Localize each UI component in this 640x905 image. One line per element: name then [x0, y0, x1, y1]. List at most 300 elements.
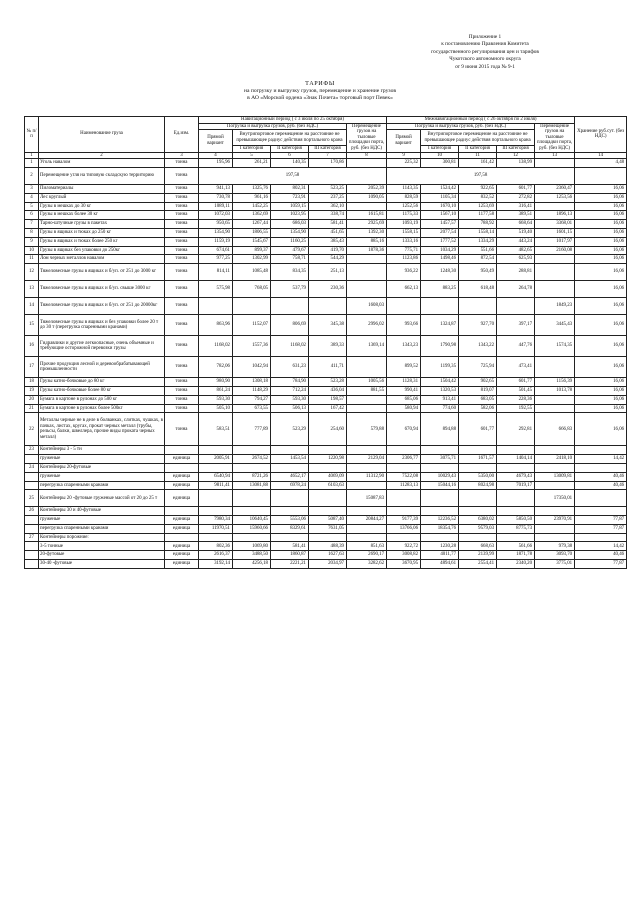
row-value — [421, 446, 459, 455]
row-value: 140,35 — [271, 159, 309, 168]
header-loading: Погрузка и выгрузка грузов, руб. (без НДС) — [387, 123, 535, 130]
row-value: 225,32 — [387, 159, 421, 168]
row-storage: 16,06 — [575, 378, 627, 387]
header-direct: Прямой вариант — [387, 130, 421, 152]
row-value: 819,07 — [459, 386, 497, 395]
table-row — [25, 211, 627, 220]
row-value: 3093,70 — [535, 551, 575, 560]
row-unit: тонна — [165, 220, 199, 229]
row-value: 601,77 — [497, 378, 535, 387]
row-value — [421, 490, 459, 507]
row-value: 519,40 — [497, 228, 535, 237]
row-number: 17 — [25, 357, 39, 378]
row-value: 730,78 — [199, 193, 233, 202]
row-cargo-name: груженые — [39, 472, 165, 481]
row-value — [535, 159, 575, 168]
row-value: 2221,21 — [271, 560, 309, 569]
row-value — [199, 463, 233, 472]
row-value — [271, 507, 309, 516]
row-value — [309, 533, 347, 542]
table-row — [25, 395, 627, 404]
row-value: 288,81 — [497, 264, 535, 281]
row-cargo-name: Контейнеры 3 - 5 тн — [39, 446, 165, 455]
row-value: 1860,87 — [271, 551, 309, 560]
row-value: 883,25 — [421, 281, 459, 298]
row-value: 1557,36 — [233, 336, 271, 357]
row-value: 264,78 — [497, 281, 535, 298]
row-unit: единица — [165, 551, 199, 560]
row-value: 979,38 — [535, 542, 575, 551]
header-period1: Навигационный период ( с 3 июля по 25 октября) — [199, 117, 387, 124]
row-value: 1253,69 — [459, 202, 497, 211]
header-cat3: III категория — [497, 145, 535, 152]
row-number: 21 — [25, 404, 39, 413]
row-value: 788,92 — [459, 220, 497, 229]
row-value: 1369,14 — [347, 336, 387, 357]
table-row — [25, 228, 627, 237]
header-cat1: I категория — [421, 145, 459, 152]
row-storage: 40,46 — [575, 481, 627, 490]
row-storage — [575, 507, 627, 516]
column-number: 14 — [575, 152, 627, 159]
row-unit: тонна — [165, 184, 199, 193]
table-row — [25, 193, 627, 202]
row-cargo-name: Грузы в мешках до 30 кг — [39, 202, 165, 211]
row-value: 1069,80 — [233, 542, 271, 551]
row-merged-value: 197,58 — [199, 167, 387, 184]
row-value: 537,79 — [271, 281, 309, 298]
row-value — [459, 490, 497, 507]
header-name: Наименование груза — [39, 117, 165, 153]
row-value: 501,45 — [497, 386, 535, 395]
row-value: 1220,98 — [309, 455, 347, 464]
row-storage: 16,06 — [575, 264, 627, 281]
row-value: 345,38 — [309, 315, 347, 336]
row-value — [347, 255, 387, 264]
row-value: 4011,77 — [421, 551, 459, 560]
row-value — [233, 298, 271, 315]
row-value: 10029,43 — [421, 472, 459, 481]
row-value — [233, 490, 271, 507]
row-value — [535, 255, 575, 264]
column-number: 9 — [387, 152, 421, 159]
row-value: 775,71 — [387, 246, 421, 255]
row-unit: тонна — [165, 255, 199, 264]
row-value: 1160,25 — [271, 237, 309, 246]
row-storage — [575, 446, 627, 455]
table-row — [25, 336, 627, 357]
row-value: 17350,01 — [535, 490, 575, 507]
row-value: 5553,06 — [271, 516, 309, 525]
table-row — [25, 533, 627, 542]
row-value — [535, 463, 575, 472]
title-line: на погрузку и выгрузку грузов, перемещение и хранение грузов — [243, 87, 397, 94]
row-value: 1354,90 — [271, 228, 309, 237]
row-number — [25, 455, 39, 464]
row-unit: тонна — [165, 336, 199, 357]
row-value: 237,25 — [309, 193, 347, 202]
row-value: 1267,44 — [233, 220, 271, 229]
row-value — [199, 507, 233, 516]
column-number: 6 — [271, 152, 309, 159]
row-number: 18 — [25, 378, 39, 387]
row-storage: 16,06 — [575, 193, 627, 202]
column-number: 13 — [535, 152, 575, 159]
row-value: 1567,10 — [421, 211, 459, 220]
row-value: 1034,29 — [421, 246, 459, 255]
row-cargo-name: Тяжеловесные грузы в ящиках и б/уп. от 251 до 3000 кг — [39, 264, 165, 281]
row-storage: 40,46 — [575, 472, 627, 481]
row-value: 1504,42 — [421, 378, 459, 387]
table-row — [25, 386, 627, 395]
appendix-line: от 9 июня 2015 года № 9-1 — [455, 63, 515, 70]
row-value — [199, 533, 233, 542]
row-value: 1005,56 — [347, 378, 387, 387]
row-value: 980,90 — [199, 378, 233, 387]
row-storage: 16,06 — [575, 395, 627, 404]
row-cargo-name: груженые — [39, 516, 165, 525]
row-value: 977,25 — [199, 255, 233, 264]
table-row — [25, 507, 627, 516]
appendix-line: государственного регулирования цен и тарифов — [431, 48, 539, 55]
row-value: 192,55 — [497, 404, 535, 413]
row-value: 389,33 — [309, 336, 347, 357]
row-value: 581,41 — [271, 542, 309, 551]
row-value: 580,94 — [387, 404, 421, 413]
row-value: 894,88 — [421, 413, 459, 446]
row-value: 230,36 — [309, 281, 347, 298]
row-value — [535, 281, 575, 298]
row-number — [25, 516, 39, 525]
row-value: 1362,69 — [233, 211, 271, 220]
row-unit: единица — [165, 472, 199, 481]
row-value: 2139,99 — [459, 551, 497, 560]
row-value: 834,35 — [271, 264, 309, 281]
row-value: 1601,15 — [535, 228, 575, 237]
row-value: 1230,28 — [421, 542, 459, 551]
row-value: 1790,98 — [421, 336, 459, 357]
row-value: 1558,14 — [459, 228, 497, 237]
row-value — [347, 463, 387, 472]
row-value: 443,24 — [497, 237, 535, 246]
row-value: 5850,50 — [497, 516, 535, 525]
row-value — [233, 463, 271, 472]
row-number: 15 — [25, 315, 39, 336]
row-value: 758,71 — [271, 255, 309, 264]
table-row — [25, 255, 627, 264]
row-cargo-name: перегрузка спаренными кранами — [39, 524, 165, 533]
row-value: 782,06 — [199, 357, 233, 378]
row-value: 436,04 — [309, 386, 347, 395]
row-cargo-name: 30-40 -футовые — [39, 560, 165, 569]
row-value: 1042,94 — [233, 357, 271, 378]
row-unit: тонна — [165, 237, 199, 246]
row-value: 482,65 — [497, 246, 535, 255]
row-unit: тонна — [165, 404, 199, 413]
row-value: 385,43 — [309, 237, 347, 246]
row-storage — [575, 490, 627, 507]
column-number: 8 — [347, 152, 387, 159]
row-value — [271, 298, 309, 315]
row-value: 170,86 — [309, 159, 347, 168]
row-value: 551,66 — [459, 246, 497, 255]
header-cat2: II категория — [271, 145, 309, 152]
row-value: 1457,57 — [421, 220, 459, 229]
row-value — [459, 533, 497, 542]
row-value: 5087,40 — [309, 516, 347, 525]
row-value: 674,61 — [199, 246, 233, 255]
row-number: 3 — [25, 184, 39, 193]
row-value: 2360,47 — [535, 184, 575, 193]
header-storage: Хранение руб.сут. (без НДС) — [575, 117, 627, 153]
row-value: 1849,23 — [535, 298, 575, 315]
table-row — [25, 455, 627, 464]
row-value — [497, 533, 535, 542]
row-value: 1308,18 — [233, 378, 271, 387]
row-value: 863,96 — [199, 315, 233, 336]
header-internal: Внутрипортовое перемещение на расстояние не превышающее радиус действия портального крана — [421, 130, 535, 146]
row-value: 1168,02 — [199, 336, 233, 357]
row-value: 575,98 — [199, 281, 233, 298]
row-value: 3488,50 — [233, 551, 271, 560]
row-value — [309, 490, 347, 507]
row-value: 1072,03 — [199, 211, 233, 220]
row-value: 832,52 — [459, 193, 497, 202]
row-value: 1085,48 — [233, 264, 271, 281]
row-value: 794,27 — [233, 395, 271, 404]
row-value: 7522,08 — [387, 472, 421, 481]
row-value: 662,13 — [387, 281, 421, 298]
row-number: 1 — [25, 159, 39, 168]
row-value: 4894,61 — [421, 560, 459, 569]
row-value: 8721,26 — [233, 472, 271, 481]
row-cargo-name: 3-5 тонные — [39, 542, 165, 551]
row-value: 1878,36 — [347, 246, 387, 255]
row-value: 300,81 — [421, 159, 459, 168]
row-value — [387, 446, 421, 455]
document-title — [0, 80, 640, 103]
row-value: 1177,58 — [459, 211, 497, 220]
row-unit: тонна — [165, 211, 199, 220]
row-value: 1343,22 — [459, 336, 497, 357]
row-unit: единица — [165, 516, 199, 525]
row-value: 685,06 — [387, 395, 421, 404]
row-value: 6380,02 — [459, 516, 497, 525]
row-value: 885,16 — [347, 237, 387, 246]
row-number — [25, 551, 39, 560]
row-number: 19 — [25, 386, 39, 395]
row-value: 2034,97 — [309, 560, 347, 569]
row-value: 2052,39 — [347, 184, 387, 193]
row-value: 1017,97 — [535, 237, 575, 246]
column-number: 4 — [199, 152, 233, 159]
row-number: 8 — [25, 228, 39, 237]
row-value — [459, 446, 497, 455]
row-value: 583,51 — [199, 413, 233, 446]
row-value: 523,28 — [309, 378, 347, 387]
row-value: 2306,77 — [387, 455, 421, 464]
row-value: 447,76 — [497, 336, 535, 357]
row-number — [25, 542, 39, 551]
row-cargo-name: 20-футовые — [39, 551, 165, 560]
row-value: 593,30 — [271, 395, 309, 404]
row-value: 950,49 — [459, 264, 497, 281]
row-cargo-name: Грузы в ящиках и тюках более 250 кг — [39, 237, 165, 246]
row-value: 397,17 — [497, 315, 535, 336]
row-value: 686,03 — [271, 220, 309, 229]
row-value: 3075,71 — [421, 455, 459, 464]
row-value — [233, 507, 271, 516]
row-value: 1143,35 — [387, 184, 421, 193]
row-value: 254,60 — [309, 413, 347, 446]
row-number: 13 — [25, 281, 39, 298]
header-direct: Прямой вариант — [199, 130, 233, 152]
row-value: 814,11 — [199, 264, 233, 281]
row-value: 3282,62 — [347, 560, 387, 569]
row-value: 683,05 — [459, 395, 497, 404]
row-storage: 16,06 — [575, 336, 627, 357]
row-value — [347, 404, 387, 413]
table-row — [25, 560, 627, 569]
row-value: 581,41 — [309, 220, 347, 229]
row-value — [347, 524, 387, 533]
row-cargo-name: Бумага в картоне в рулонах до 500 кг — [39, 395, 165, 404]
row-value: 902,65 — [459, 378, 497, 387]
row-value — [387, 463, 421, 472]
row-value: 1896,13 — [535, 211, 575, 220]
row-value: 9811,41 — [199, 481, 233, 490]
row-value: 777,89 — [233, 413, 271, 446]
row-unit: тонна — [165, 228, 199, 237]
row-value: 1545,67 — [233, 237, 271, 246]
row-value: 1159,19 — [199, 237, 233, 246]
row-storage: 16,06 — [575, 386, 627, 395]
table-row — [25, 237, 627, 246]
row-value: 1392,30 — [347, 228, 387, 237]
row-value: 2340,20 — [497, 560, 535, 569]
row-storage: 16,06 — [575, 228, 627, 237]
row-value: 8775,73 — [497, 524, 535, 533]
row-value: 451,65 — [309, 228, 347, 237]
table-row — [25, 446, 627, 455]
row-storage: 77,87 — [575, 560, 627, 569]
row-value: 228,36 — [497, 395, 535, 404]
appendix-line: Чукотского автономного округа — [449, 56, 521, 63]
row-value — [535, 357, 575, 378]
row-value: 2925,69 — [347, 220, 387, 229]
row-cargo-name: Контейнеры 20-футовые — [39, 463, 165, 472]
row-value: 3670,95 — [387, 560, 421, 569]
row-number: 25 — [25, 490, 39, 507]
row-value: 5350,00 — [459, 472, 497, 481]
row-value: 2005,91 — [199, 455, 233, 464]
row-value: 851,63 — [347, 542, 387, 551]
row-value: 1059,15 — [271, 202, 309, 211]
row-value — [271, 490, 309, 507]
row-value — [497, 298, 535, 315]
row-value — [497, 463, 535, 472]
row-unit: единица — [165, 481, 199, 490]
table-row — [25, 184, 627, 193]
row-value: 161,42 — [459, 159, 497, 168]
header-num: № п/п — [25, 117, 39, 153]
row-value: 1671,57 — [459, 455, 497, 464]
row-value: 1608,03 — [347, 298, 387, 315]
row-value — [535, 533, 575, 542]
row-value — [387, 507, 421, 516]
row-cargo-name: Контейнеры 30 и 40-футовые — [39, 507, 165, 516]
row-unit: тонна — [165, 395, 199, 404]
row-value: 1089,11 — [199, 202, 233, 211]
row-value: 195,96 — [199, 159, 233, 168]
table-row — [25, 463, 627, 472]
row-unit: тонна — [165, 167, 199, 184]
row-number — [25, 472, 39, 481]
column-number: 11 — [459, 152, 497, 159]
row-cargo-name: Пиломатериалы — [39, 184, 165, 193]
row-value — [199, 446, 233, 455]
row-value: 1248,30 — [421, 264, 459, 281]
row-number: 11 — [25, 255, 39, 264]
row-value: 506,13 — [271, 404, 309, 413]
row-value: 1325,76 — [233, 184, 271, 193]
row-number: 2 — [25, 167, 39, 184]
row-number: 14 — [25, 298, 39, 315]
row-value: 23970,91 — [535, 516, 575, 525]
row-value: 2674,52 — [233, 455, 271, 464]
row-value: 666,83 — [535, 413, 575, 446]
row-number: 23 — [25, 446, 39, 455]
row-value: 1627,63 — [309, 551, 347, 560]
table-row — [25, 220, 627, 229]
row-value: 768,05 — [233, 281, 271, 298]
column-number: 2 — [39, 152, 165, 159]
table-row — [25, 264, 627, 281]
row-value: 1343,23 — [387, 336, 421, 357]
row-storage: 16,06 — [575, 357, 627, 378]
appendix-block — [370, 34, 600, 71]
row-storage: 14,42 — [575, 455, 627, 464]
row-value: 922,72 — [387, 542, 421, 551]
row-value — [309, 298, 347, 315]
row-storage: 16,06 — [575, 404, 627, 413]
row-cargo-name: Тарно-штучные грузы в пакетах — [39, 220, 165, 229]
row-value: 1320,53 — [421, 386, 459, 395]
row-cargo-name: Тяжеловесные грузы в ящиках и б/уп. свыше 3000 кг — [39, 281, 165, 298]
row-value: 13009,81 — [535, 472, 575, 481]
row-value: 961,16 — [233, 193, 271, 202]
row-storage — [575, 463, 627, 472]
row-value: 1152,07 — [233, 315, 271, 336]
row-cargo-name: груженые — [39, 455, 165, 464]
header-moving: Перемещение грузов на тыловые площадки порта, руб. (без НДС) — [347, 123, 387, 152]
row-value — [347, 357, 387, 378]
row-value: 872,54 — [459, 255, 497, 264]
row-value — [535, 395, 575, 404]
row-value: 668,63 — [459, 542, 497, 551]
row-value: 1777,52 — [421, 237, 459, 246]
row-value: 389,51 — [497, 211, 535, 220]
row-storage — [575, 167, 627, 184]
row-storage: 16,06 — [575, 413, 627, 446]
row-value — [199, 490, 233, 507]
table-row — [25, 516, 627, 525]
row-storage: 16,06 — [575, 237, 627, 246]
table-row — [25, 413, 627, 446]
row-cargo-name: Грузы катно-бочковые более 80 кг — [39, 386, 165, 395]
row-storage: 4,48 — [575, 159, 627, 168]
row-value: 1324,87 — [421, 315, 459, 336]
